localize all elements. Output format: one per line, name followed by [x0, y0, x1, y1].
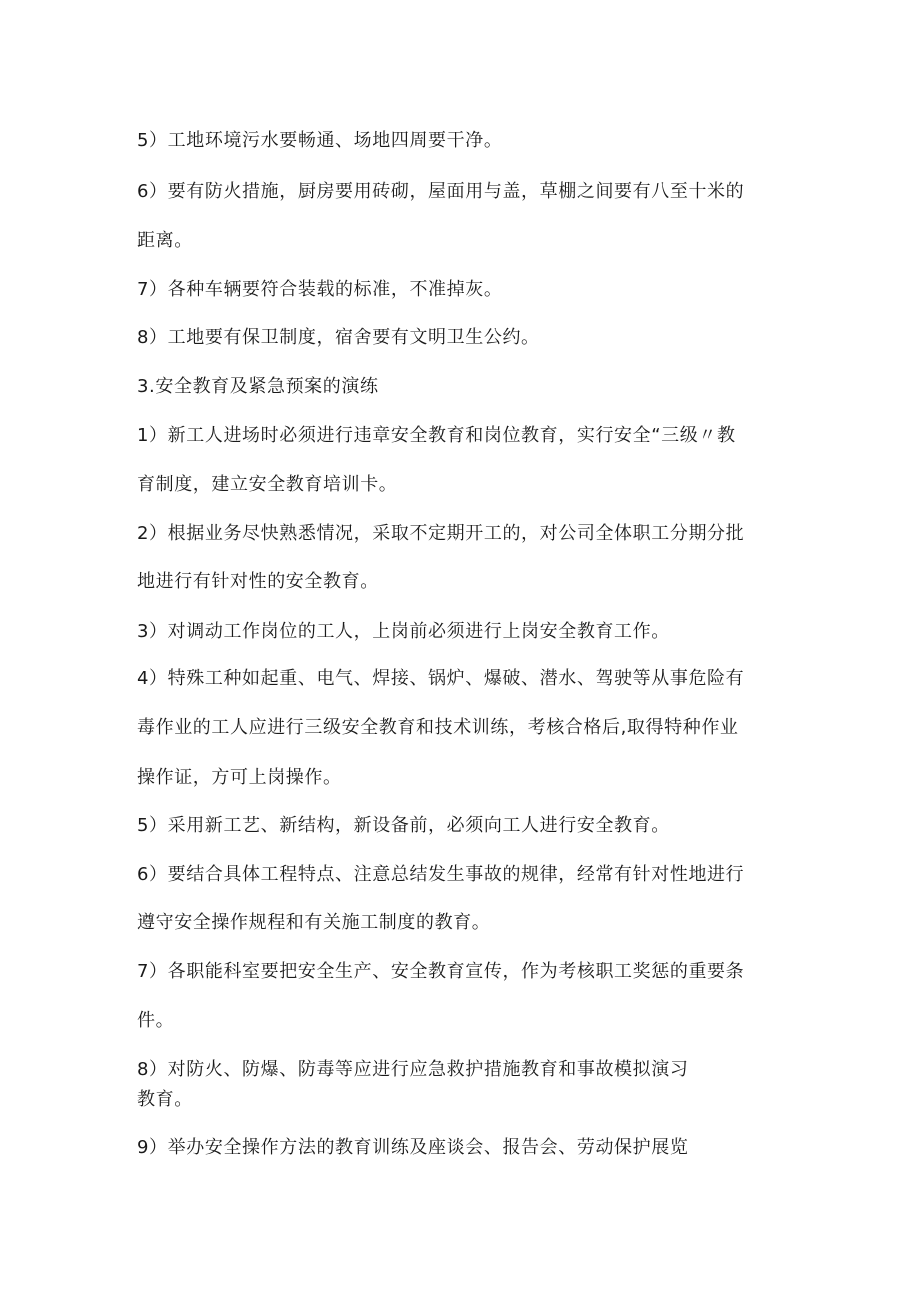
text-line: 5）采用新工艺、新结构，新设备前，必须向工人进行安全教育。 [137, 815, 670, 836]
text-line: 毒作业的工人应进行三级安全教育和技术训练，考核合格后,取得特种作业 [137, 717, 739, 738]
text-line: 件。 [137, 1010, 175, 1031]
text-line: 4）特殊工种如起重、电气、焊接、锅炉、爆破、潜水、驾驶等从事危险有 [137, 668, 745, 689]
text-line: 5）工地环境污水要畅通、场地四周要干净。 [137, 130, 503, 151]
text-line: 8）工地要有保卫制度，宿舍要有文明卫生公约。 [137, 327, 540, 348]
text-line: 9）举办安全操作方法的教育训练及座谈会、报告会、劳动保护展览 [137, 1137, 689, 1158]
text-line: 育制度，建立安全教育培训卡。 [137, 474, 398, 495]
text-line: 地进行有针对性的安全教育。 [137, 571, 379, 592]
text-line: 7）各种车辆要符合装载的标准，不准掉灰。 [137, 279, 503, 300]
text-line: 8）对防火、防爆、防毒等应进行应急救护措施教育和事故模拟演习 [137, 1059, 689, 1080]
text-line: 1）新工人进场时必须进行违章安全教育和岗位教育，实行安全“三级〃教 [137, 425, 736, 446]
text-line: 6）要有防火措施，厨房要用砖砌，屋面用与盖，草棚之间要有八至十米的 [137, 181, 745, 202]
text-line: 距离。 [137, 230, 193, 251]
text-line: 教育。 [137, 1089, 193, 1110]
text-line: 7）各职能科室要把安全生产、安全教育宣传，作为考核职工奖惩的重要条 [137, 961, 745, 982]
text-line: 操作证，方可上岗操作。 [137, 767, 342, 788]
section-heading: 3.安全教育及紧急预案的演练 [137, 376, 379, 397]
text-line: 3）对调动工作岗位的工人，上岗前必须进行上岗安全教育工作。 [137, 621, 670, 642]
text-line: 遵守安全操作规程和有关施工制度的教育。 [137, 912, 491, 933]
text-line: 2）根据业务尽快熟悉情况，采取不定期开工的，对公司全体职工分期分批 [137, 523, 745, 544]
text-line: 6）要结合具体工程特点、注意总结发生事故的规律，经常有针对性地进行 [137, 864, 745, 885]
